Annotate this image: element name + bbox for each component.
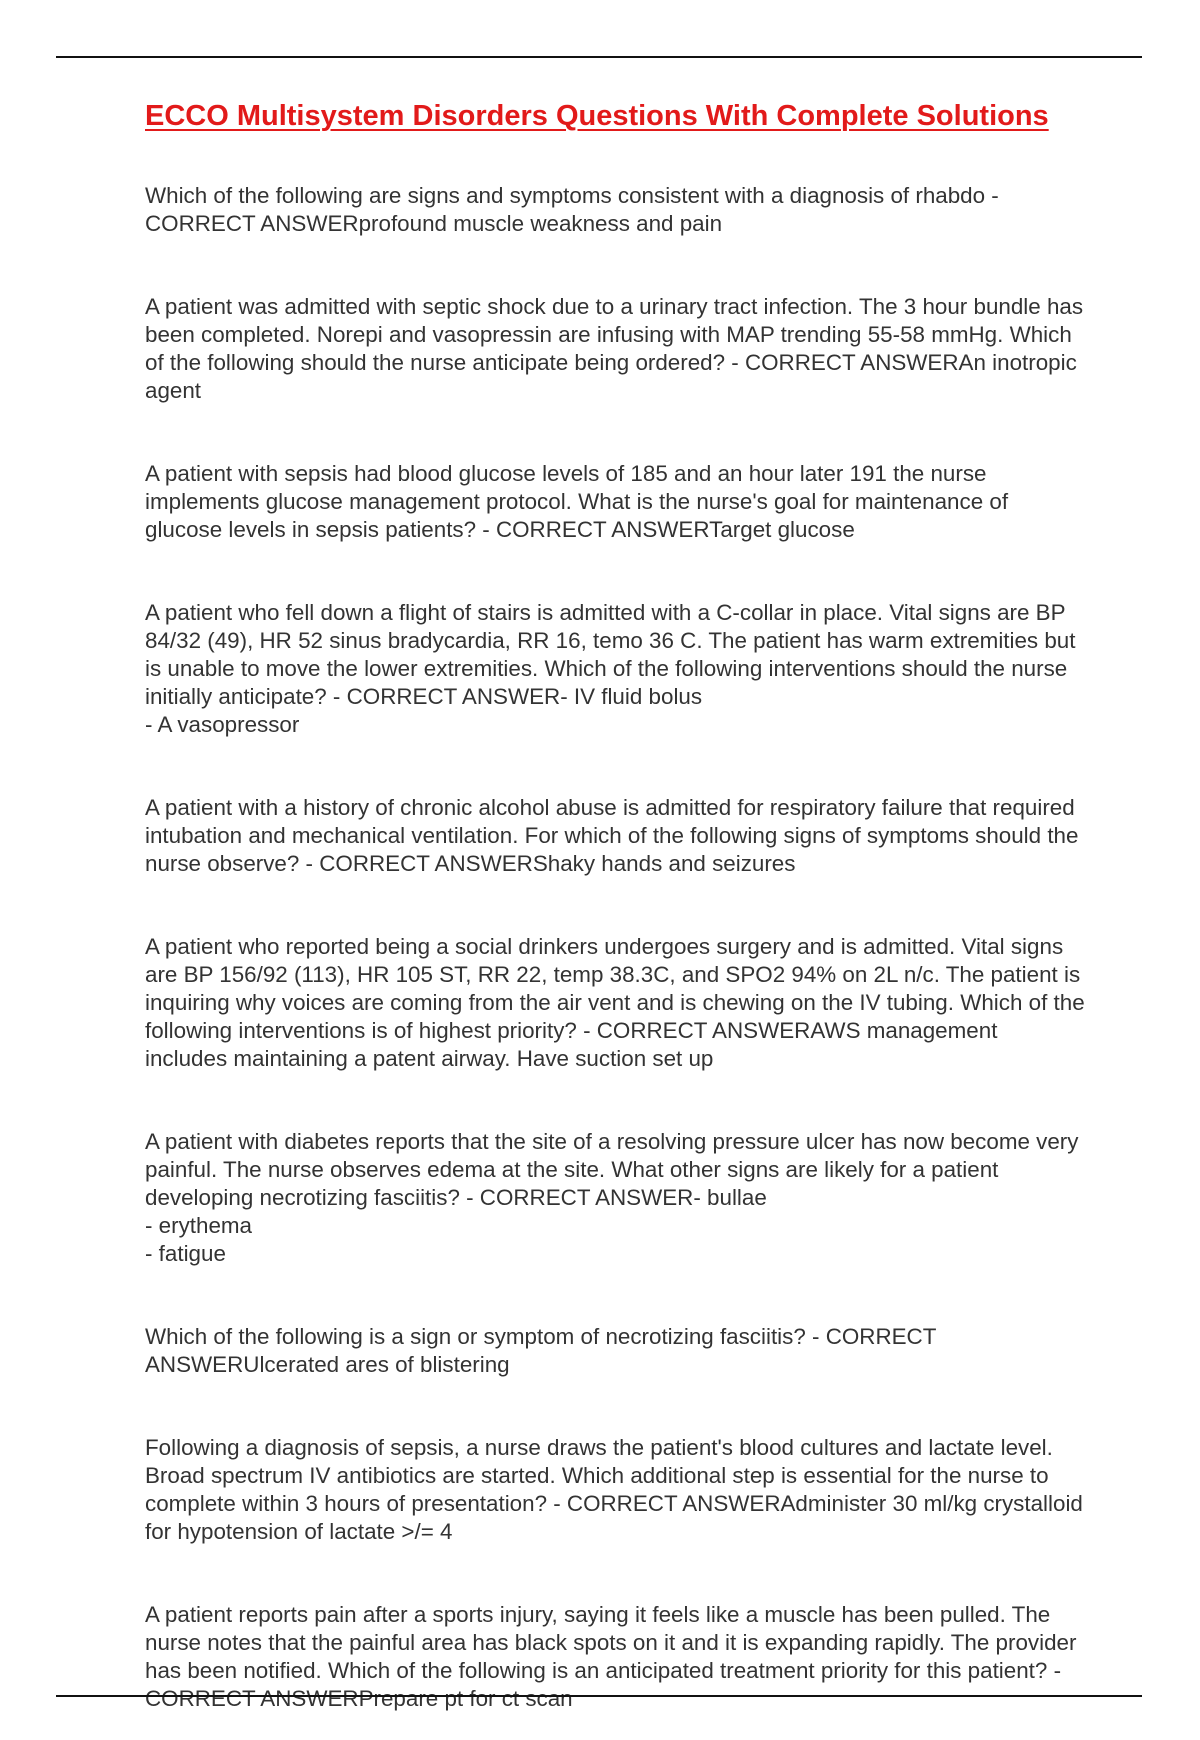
qa-entry <box>145 432 1085 544</box>
qa-entry <box>145 154 1085 238</box>
answer-text: AWS management includes maintaining a patent airway. Have suction set up <box>145 1018 998 1071</box>
qa-entry <box>145 265 1085 405</box>
answer-text: Target glucose <box>709 517 855 542</box>
answer-text: Shaky hands and seizures <box>532 851 796 876</box>
answer-text: An inotropic agent <box>145 350 1077 403</box>
question-text: Following a diagnosis of sepsis, a nurse draws the patient's blood cultures and lactate level. Broad spectrum IV antibiotics are started. Which additional step is essential for the nurse to complete within 3 hours of presentation? - CORRECT ANSWER <box>145 1435 1053 1516</box>
document-body <box>145 96 1085 1740</box>
question-text: A patient who reported being a social drinkers undergoes surgery and is admitted. Vital signs are BP 156/92 (113), HR 105 ST, RR 22, temp 38.3C, and SPO2 94% on 2L n/c. The patient is inquiring why voices are coming from the air vent and is chewing on the IV tubing. Which of the following interventions is of highest priority? - CORRECT ANSWER <box>145 934 1085 1043</box>
answer-text: - bullae - erythema - fatigue <box>145 1185 767 1266</box>
top-rule <box>56 56 1142 58</box>
question-text: A patient reports pain after a sports injury, saying it feels like a muscle has been pulled. The nurse notes that the painful area has black spots on it and it is expanding rapidly. The provider has been notified. Which of the following is an anticipated treatment priority for this patient? - CORRECT ANSWER <box>145 1602 1077 1711</box>
answer-text: Ulcerated ares of blistering <box>243 1352 510 1377</box>
question-text: A patient was admitted with septic shock due to a urinary tract infection. The 3 hour bundle has been completed. Norepi and vasopressin are infusing with MAP trending 55-58 mmHg. Which of the following should the nurse anticipate being ordered? - CORRECT ANSWER <box>145 294 1084 375</box>
bottom-rule <box>56 1695 1142 1697</box>
qa-entry <box>145 1573 1085 1713</box>
question-text: A patient with a history of chronic alcohol abuse is admitted for respiratory failure that required intubation and mechanical ventilation. For which of the following signs of symptoms should the nurse observe? - CORRECT ANSWER <box>145 795 1079 876</box>
answer-text: profound muscle weakness and pain <box>358 211 723 236</box>
answer-text: Prepare pt for ct scan <box>358 1686 573 1711</box>
question-text: A patient with sepsis had blood glucose levels of 185 and an hour later 191 the nurse implements glucose management protocol. What is the nurse's goal for maintenance of glucose levels in sepsis patients? - CORRECT ANSWER <box>145 461 1009 542</box>
question-text: A patient who fell down a flight of stairs is admitted with a C-collar in place. Vital signs are BP 84/32 (49), HR 52 sinus bradycardia, RR 16, temo 36 C. The patient has warm extremities but is unable to move the lower extremities. Which of the following interventions should the nurse initially anticipate? - CORRECT ANSWER <box>145 600 1076 709</box>
question-text: Which of the following are signs and symptoms consistent with a diagnosis of rhabdo - CORRECT ANSWER <box>145 183 999 236</box>
qa-entry <box>145 766 1085 878</box>
answer-text: - IV fluid bolus - A vasopressor <box>145 684 703 737</box>
qa-entry <box>145 1406 1085 1546</box>
qa-entry <box>145 1100 1085 1268</box>
qa-entry <box>145 571 1085 739</box>
qa-entry <box>145 1295 1085 1379</box>
qa-entry <box>145 905 1085 1073</box>
answer-text: Administer 30 ml/kg crystalloid for hypotension of lactate >/= 4 <box>145 1491 1083 1544</box>
question-text: A patient with diabetes reports that the site of a resolving pressure ulcer has now become very painful. The nurse observes edema at the site. What other signs are likely for a patient developing necrotizing fasciitis? - CORRECT ANSWER <box>145 1129 1079 1210</box>
document-title: ECCO Multisystem Disorders Questions With Complete Solutions <box>145 100 1049 132</box>
question-text: Which of the following is a sign or symptom of necrotizing fasciitis? - CORRECT ANSWER <box>145 1324 936 1377</box>
